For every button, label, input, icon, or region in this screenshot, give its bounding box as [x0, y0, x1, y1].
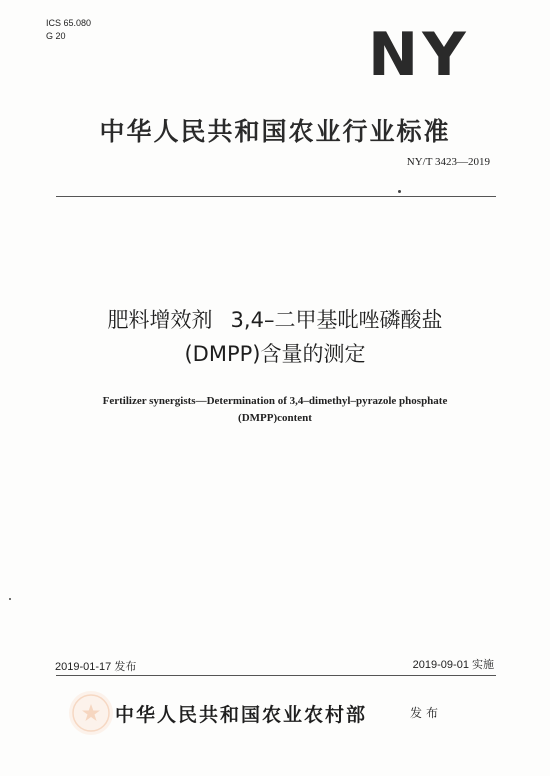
scan-speck	[398, 190, 401, 193]
ministry-seal-stamp	[66, 688, 116, 738]
classification-codes	[46, 17, 91, 43]
scan-speck	[9, 598, 11, 600]
footer-divider	[56, 675, 496, 676]
header-divider	[56, 196, 496, 197]
publish-date: 2019-01-17 发布	[55, 661, 137, 673]
issue-label: 发布	[410, 706, 443, 720]
chinese-title	[0, 303, 550, 371]
implementation-date: 2019-09-01 实施	[412, 659, 494, 671]
issuing-authority: 中华人民共和国农业农村部	[115, 704, 368, 726]
chinese-title-line-2: (DMPP)含量的测定	[184, 342, 366, 366]
ny-standard-logo: NY	[368, 20, 470, 90]
english-title-line-2: (DMPP)content	[238, 412, 312, 424]
chinese-title-line-1	[0, 303, 550, 337]
chinese-title-line-1-part-2: 3,4–二甲基吡唑磷酸盐	[230, 308, 443, 332]
standard-number: NY/T 3423—2019	[406, 156, 490, 168]
standard-category-name: 中华人民共和国农业行业标准	[99, 117, 451, 146]
english-title-line-1: Fertilizer synergists—Determination of 3,4–dimethyl–pyrazole phosphate	[102, 395, 448, 407]
chinese-title-line-1-part-1: 肥料增效剂	[107, 308, 213, 332]
ics-code: ICS 65.080	[46, 18, 92, 28]
ccs-code: G 20	[46, 31, 66, 41]
english-title	[40, 393, 510, 427]
